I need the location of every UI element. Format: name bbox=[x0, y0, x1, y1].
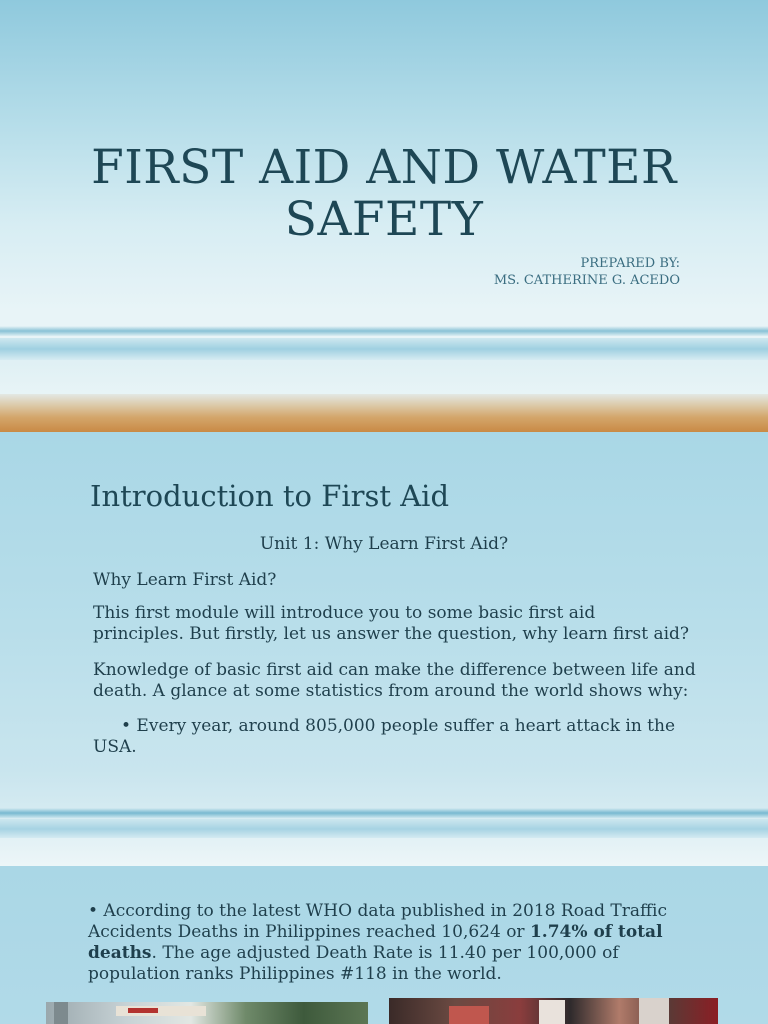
slide-title bbox=[0, 142, 768, 246]
wave-decoration bbox=[0, 338, 768, 360]
road-photo bbox=[46, 1002, 368, 1024]
title-line-2: SAFETY bbox=[284, 192, 484, 247]
statistic-line bbox=[88, 922, 667, 943]
statistic-line: • According to the latest WHO data published in 2018 Road Traffic bbox=[88, 901, 667, 921]
road-sign-mark bbox=[128, 1008, 158, 1013]
statistic-bullet bbox=[88, 901, 667, 985]
crowd-photo bbox=[389, 998, 718, 1024]
slide-heading: Introduction to First Aid bbox=[90, 479, 450, 513]
paragraph-1 bbox=[93, 603, 689, 645]
statistic-text: . The age adjusted Death Rate is 11.40 per 100,000 of bbox=[151, 943, 619, 963]
bullet-line: USA. bbox=[93, 737, 137, 757]
title-line-1: FIRST AID AND WATER bbox=[91, 140, 677, 195]
statistic-line: population ranks Philippines #118 in the world. bbox=[88, 964, 502, 984]
wave-decoration bbox=[0, 819, 768, 839]
wave-decoration bbox=[0, 838, 768, 866]
paragraph-line: death. A glance at some statistics from around the world shows why: bbox=[93, 681, 689, 701]
wave-decoration bbox=[0, 326, 768, 336]
paragraph-2 bbox=[93, 660, 696, 702]
wave-decoration bbox=[0, 808, 768, 818]
person-figure bbox=[539, 1000, 565, 1024]
prepared-by-label: PREPARED BY: bbox=[580, 256, 680, 271]
bullet-line: • Every year, around 805,000 people suffer a heart attack in the bbox=[121, 716, 676, 736]
wave-decoration bbox=[0, 360, 768, 396]
statistic-text: Accidents Deaths in Philippines reached 10,624 or bbox=[88, 922, 530, 942]
intro-slide bbox=[0, 432, 768, 866]
question-text: Why Learn First Aid? bbox=[93, 570, 277, 590]
title-slide bbox=[0, 0, 768, 432]
pole bbox=[54, 1002, 68, 1024]
prepared-by bbox=[494, 255, 680, 289]
author-name: MS. CATHERINE G. ACEDO bbox=[493, 273, 680, 288]
paragraph-line: Knowledge of basic first aid can make the difference between life and bbox=[93, 660, 696, 680]
bullet-item bbox=[93, 716, 675, 758]
statistic-line bbox=[88, 943, 667, 964]
paragraph-line: This first module will introduce you to some basic first aid bbox=[93, 603, 596, 623]
person-figure bbox=[639, 998, 669, 1024]
sand-decoration bbox=[0, 394, 768, 432]
unit-title: Unit 1: Why Learn First Aid? bbox=[259, 534, 509, 554]
paragraph-line: principles. But firstly, let us answer the question, why learn first aid? bbox=[93, 624, 690, 644]
statistics-slide bbox=[0, 866, 768, 1024]
person-figure bbox=[449, 1006, 489, 1024]
statistic-emphasis: 1.74% of total bbox=[529, 922, 663, 942]
statistic-emphasis: deaths bbox=[88, 943, 152, 963]
